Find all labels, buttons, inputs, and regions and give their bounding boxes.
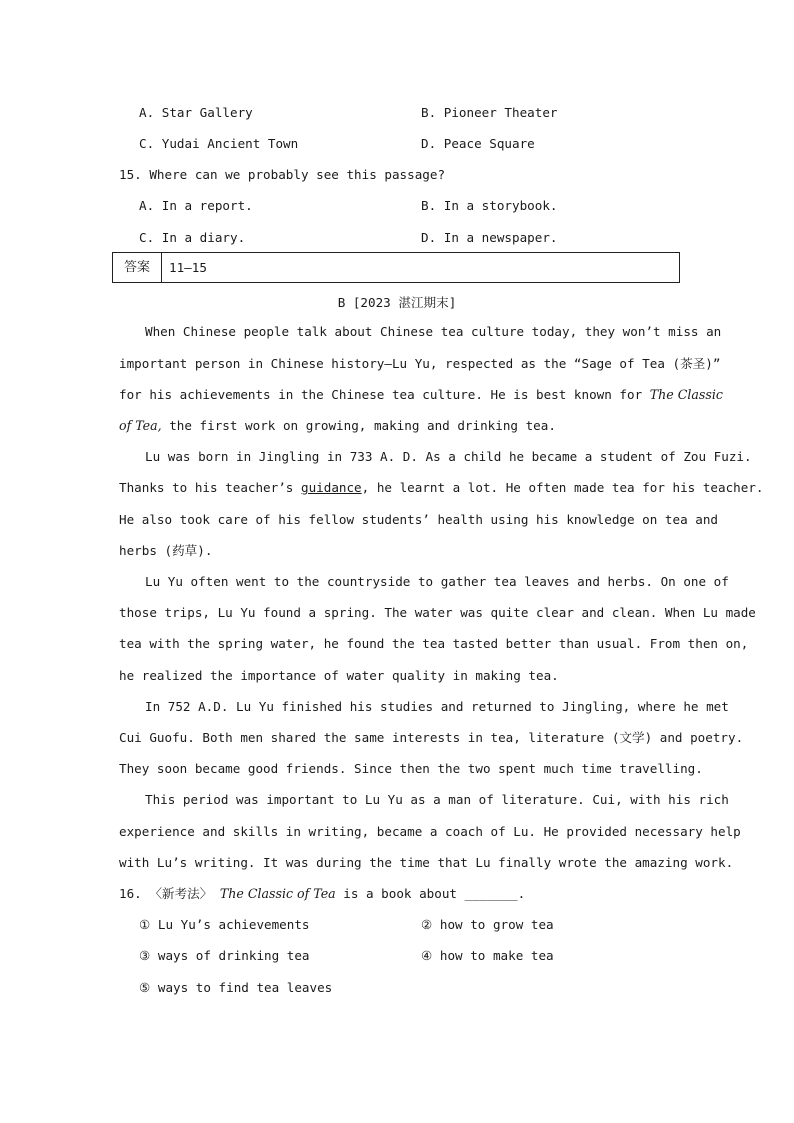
passage-line: They soon became good friends. Since then the two spent much time travelling. — [119, 761, 703, 776]
passage-text: the first work on growing, making and drinking tea. — [161, 418, 556, 433]
passage-line: Cui Guofu. Both men shared the same interests in tea, literature (文学) and poetry. — [119, 730, 744, 745]
q16-option-2: ② how to grow tea — [421, 917, 554, 932]
passage-line: Lu Yu often went to the countryside to gather tea leaves and herbs. On one of — [145, 574, 729, 589]
q16-option-4: ④ how to make tea — [421, 948, 554, 963]
q15-stem: 15. Where can we probably see this passage? — [119, 167, 446, 182]
q16-suffix: is a book about _______. — [335, 886, 526, 901]
passage-line — [119, 387, 723, 403]
q15-option-d: D. In a newspaper. — [421, 230, 558, 245]
q14-option-b: B. Pioneer Theater — [421, 105, 558, 120]
q14-option-d: D. Peace Square — [421, 136, 535, 151]
passage-line — [119, 480, 764, 496]
answer-value: 11—15 — [169, 260, 207, 275]
passage-line: In 752 A.D. Lu Yu finished his studies and returned to Jingling, where he met — [145, 699, 729, 714]
passage-line: he realized the importance of water quality in making tea. — [119, 668, 559, 683]
passage-text: , he learnt a lot. He often made tea for his teacher. — [361, 480, 764, 495]
passage-text: for his achievements in the Chinese tea culture. He is best known for — [119, 387, 650, 402]
q16-option-3: ③ ways of drinking tea — [139, 948, 310, 963]
passage-line: When Chinese people talk about Chinese tea culture today, they won’t miss an — [145, 324, 722, 339]
passage-text: Thanks to his teacher’s — [119, 480, 301, 495]
passage-line — [119, 418, 680, 434]
q16-stem — [119, 886, 525, 902]
answer-label: 答案 — [113, 253, 162, 282]
book-title: of Tea, — [119, 418, 162, 433]
passage-line: tea with the spring water, he found the tea tasted better than usual. From then on, — [119, 636, 749, 651]
passage-line: Lu was born in Jingling in 733 A. D. As a child he became a student of Zou Fuzi. — [145, 449, 752, 464]
book-title: The Classic — [649, 387, 723, 402]
passage-line: those trips, Lu Yu found a spring. The water was quite clear and clean. When Lu made — [119, 605, 756, 620]
q14-option-c: C. Yudai Ancient Town — [139, 136, 299, 151]
passage-line: herbs (药草). — [119, 543, 213, 558]
passage-line: with Lu’s writing. It was during the time that Lu finally wrote the amazing work. — [119, 855, 734, 870]
passage-line: experience and skills in writing, became a coach of Lu. He provided necessary help — [119, 824, 741, 839]
q15-option-a: A. In a report. — [139, 198, 253, 213]
answer-box — [112, 252, 680, 283]
q16-prefix: 16. 〈新考法〉 — [119, 886, 220, 901]
passage-line: important person in Chinese history—Lu Yu, respected as the “Sage of Tea (茶圣)” — [119, 356, 721, 371]
section-title: B [2023 湛江期末] — [337, 295, 457, 310]
underlined-word: guidance — [300, 480, 362, 495]
q15-option-b: B. In a storybook. — [421, 198, 558, 213]
q16-option-1: ① Lu Yu’s achievements — [139, 917, 310, 932]
q15-option-c: C. In a diary. — [139, 230, 246, 245]
q16-option-5: ⑤ ways to find tea leaves — [139, 980, 333, 995]
passage-line: He also took care of his fellow students’ health using his knowledge on tea and — [119, 512, 718, 527]
passage-line: This period was important to Lu Yu as a man of literature. Cui, with his rich — [145, 792, 729, 807]
q14-option-a: A. Star Gallery — [139, 105, 253, 120]
book-title: The Classic of Tea — [219, 886, 336, 901]
